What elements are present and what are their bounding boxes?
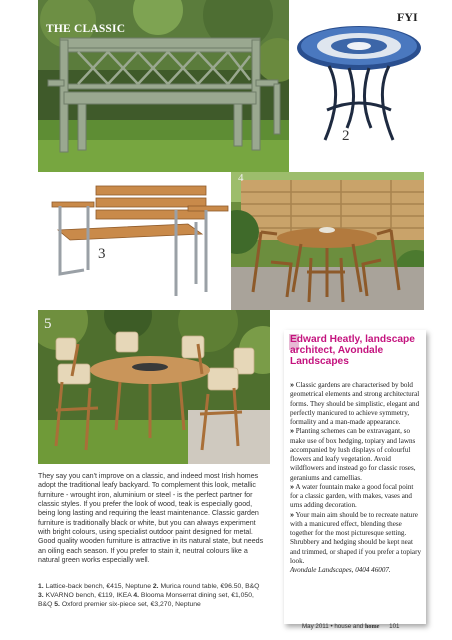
sidebar-paragraph: » Classic gardens are characterised by bold geometrical elements and strong architectural forms. They should be simplistic, elegant and perfectly manicured to achieve symmetry, formality and a man-made appearance. [290,381,420,426]
teak-steel-bench-icon [38,172,231,310]
caption-5: 5. Oxford premier six-piece set, €3,270, Neptune [54,601,201,608]
magazine-name: home [364,623,380,630]
photo-dining-set [231,172,424,310]
sidebar-paragraph: » Planting schemes can be extravagant, so make use of box hedging, topiary and lawns accompanied by lush displays of colourful flowers and leafy vegetation. Avoid wildflowers and instead go for classic roses, geraniums and camellias. [290,427,416,482]
sidebar-paragraph: » A water fountain make a good focal point for a classic garden, with makes, vases and urns adding decoration. [290,482,414,510]
sidebar-body [290,381,422,575]
photo-mosaic-table [289,0,424,172]
magazine-name-prefix: house and [334,623,364,630]
caption-4: 4. Blooma Monserrat dining set, €1,050, B&Q [38,592,254,608]
mosaic-round-table-icon [289,0,424,172]
photo-number-3: 3 [98,246,106,262]
photo-number-2: 2 [342,128,350,144]
round-table-six-piece-set-icon [38,310,270,464]
sidebar-contact: Avondale Landscapes, 0404 46007. [290,566,391,574]
caption-2: 2. Murica round table, €96.50, B&Q [152,583,260,590]
photo-number-4: 4 [238,172,244,184]
issue-date: May 2011 [302,623,329,630]
article-body: They say you can't improve on a classic, and indeed most Irish homes adopt the traditional leafy backyard. To complement this look, metallic furniture - wrought iron, aluminium or steel - is the perfect partner for classic styles. If you prefer the look of wood, teak is especially good, being long lasting and requiring the least maintenance. Classic garden furniture is traditionally black or white, but you can always experiment with bright colours, using specialist outdoor paint designed for metal. Good quality wooden furniture is attractive in its natural state, but needs an oiling each season. If you prefer to stain it, neutral colours like a natural green works especially well. [38,472,264,565]
photo-teak-bench [38,172,231,310]
caption-1: 1. Lattice-back bench, €415, Neptune [38,583,151,590]
sidebar-heading: Edward Heatly, landscape architect, Avondale Landscapes [290,334,415,367]
sidebar-paragraph: » Your main aim should be to recreate nature with a manicured effect, blending these together for the most picturesque setting. Shrubbery and hedging should be kept neat and trimmed, or shaped if you prefer a topiary look. [290,510,421,565]
caption-3: 3. KVARNO bench, €119, IKEA [38,592,132,599]
page-number: 101 [389,623,400,630]
photo-round-table-set [38,310,270,464]
photo-captions [38,582,270,609]
garden-dining-set-icon [231,172,424,310]
section-title: THE CLASSIC [46,23,126,35]
photo-number-5: 5 [44,316,52,332]
page-footer: May 2011 • house and home 101 [302,623,400,630]
fyi-tag: FYI [397,10,418,24]
